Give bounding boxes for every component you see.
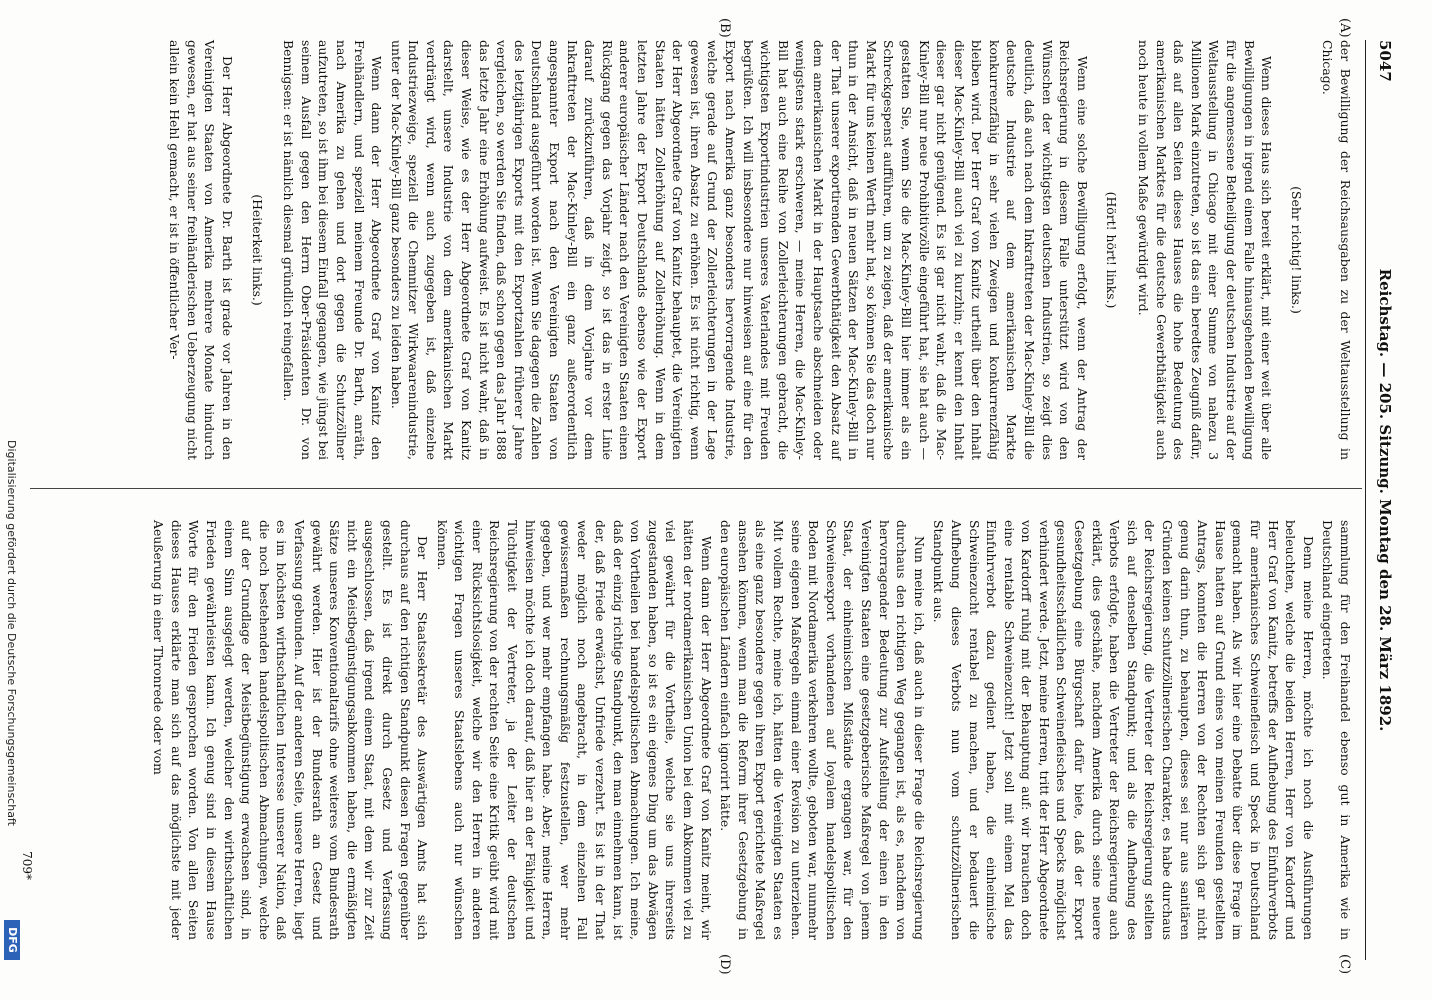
- right-paragraph-5: Der Herr Staatssekretär des Auswärtigen Amts hat sich durchaus auf den richtigen Standpunkt diesen Fragen gegenüber gestellt. Es ist direkt durch Gesetz und Verfassung ausgeschlossen, daß irgend einem Staat, mit dem wir zur Zeit nicht ein Meistbegünstigungsabkommen haben, die ermäßigten Sätze unseres Konventionaltarifs ohne weiteres vom Bundesrath gewährt werden. Hier ist der Bundesrath an Gesetz und Verfassung gebunden. Auf der anderen Seite, unsere Herren, liegt es im höchsten wirthschaftlichen Interesse unserer Nation, daß die noch bestehenden handelspolitischen Abmachungen, welche auf der Grundlage der Meistbegünstigung erwachsen sind, in einem Sinn ausgelegt werden, welcher den wirthschaftlichen Frieden gewährleisten kann. Ich genug sind in diesem Hause Worte für den Frieden gesprochen worden. Von allen Seiten dieses Hauses erklärte man sich auf das möglichste mit jeder Aeußerung in einer Thronrede oder vom: [151, 520, 431, 940]
- page-number: 5047: [1376, 40, 1394, 82]
- left-paragraph-4: Wenn dann der Herr Abgeordnete Graf von Kanitz den Freihändlern, und speziell meinem Freunde Dr. Barth, anräth, nach Amerika zu gehen und dort gegen die Schutzzöllner aufzutreten, so ist ihm bei diesem Einfall gegangen, wie jüngst bei seinem Ausfall gegen den Herrn Ober-Präsidenten Dr. von Bennigsen: er ist nämlich diesmal gründlich reingefallen.: [281, 40, 385, 460]
- right-paragraph-1: sammlung für den Freihandel ebenso gut in Amerika wie in Deutschland eingetreten.: [1320, 520, 1353, 940]
- left-remark-2: (Hört! hört! links.): [1104, 191, 1120, 309]
- right-paragraph-3: Nun meine ich, daß auch in dieser Frage die Reichsregierung durchaus den richtigen Weg gegangen ist, als es, nachdem von hervorragender Bedeutung zur Aufstellung der einen in den Vereinigten Staaten eine gesetzgeberische Maßregel von jenem Staat, der einheimischen Mißstände ergangen war, für den Schweineexport vorhandenen auf loyalem handelspolitischen Boden mit Nordamerika verkehren wollte, geboten war, nunmehr seine eigenen Maßregeln einmal einer Revision zu unterziehen. Mit vollem Rechte, meine ich, hätten die Vereinigten Staaten es als eine ganz besondere gegen ihren Export gerichtete Maßregel ansehen können, wenn man die Reform ihrer Gesetzgebung in den europäischen Ländern einfach ignorirt hätte.: [718, 520, 927, 940]
- right-paragraph-2: Denn meine Herren, möchte ich noch die Ausführungen beleuchten, welche die beiden Herren, Herr von Kardorff und Herr Graf von Kanitz, betreffs der Aufhebung des Einfuhrverbots für amerikanisches Schweinefleisch und Speck in Deutschland gemacht haben. Als wir hier eine Debatte über diese Frage im Hause hatten auf Grund eines von meinen Freunden gestellten Antrags, konnten die Herren von der Rechten sich gar nicht genug darin thun, zu behaupten, dieses sei nur aus sanitären Gründen keinen schutzzöllnerischen Charakter, es habe durchaus der Reichsregierung, die Vertreter der Reichsregierung stellten sich auf denselben Standpunkt; und als die Aufhebung des Verbots erfolgte, haben die Vertreter der Reichsregierung auch erklärt, dies geschähe, nachdem Amerika durch seine neuere Gesetzgebung eine Bürgschaft dafür biete, daß der Export gesundheitsschädlichen Schweinefleisches und Specks möglichst verhindert werde. Jetzt, meine Herren, tritt der Herr Abgeordnete von Kardorff ruhig mit der Behauptung auf: wir brauchen doch eine rentable Schweinezucht! Jetzt soll mit einem Mal das Einfuhrverbot dazu gedient haben, die einheimische Schweinezucht rentabel zu machen, und er bedauert die Aufhebung dieses Verbots nun vom schutzzöllnerischen Standpunkt aus.: [931, 520, 1316, 940]
- left-remark-3: (Heiterkeit links.): [249, 194, 265, 306]
- left-remark-1: (Sehr richtig! links.): [1288, 186, 1304, 314]
- left-paragraph-3: Wenn eine solche Bewilligung erfolgt, wenn der Antrag der Reichsregierung in diesem Falle unterstützt wird von den Wünschen der wichtigsten deutschen Industrien, so zeigt dies deutlich, daß auch nach dem Inkrafttreten der Mac-Kinley-Bill die deutsche Industrie auf dem amerikanischen Markte konkurrenzfähig in sehr vielen Zweigen und konkurrenzfähig bleiben wird. Der Herr Graf von Kanitz urtheilt über den Inhalt dieser Mac-Kinley-Bill auch viel zu kurzhin; er kennt den Inhalt dieser gar nicht genügend. Es ist gar nicht wahr, daß die Mac-Kinley-Bill nur neue Prohibitivzölle eingeführt hat, sie hat auch — gestatten Sie, wenn Sie die Mac-Kinley-Bill hier immer als ein Schreckgespenst aufführen, um zu zeigen, daß der amerikanische Markt für uns keinen Werth mehr hat, so können Sie das doch nur thun in der Ansicht, daß in neuen Sätzen der Mac-Kinley-Bill in der That unserer exportirenden Gewerbthätigkeit den Absatz auf dem amerikanischen Markt in der Hauptsache abschneiden oder wenigstens stark erschweren, — meine Herren, die Mac-Kinley-Bill hat auch eine Reihe von Zollerleichterungen gebracht, die wichtigsten Exportindustrien unseres Vaterlandes mit Freuden begrüßten. Ich will insbesondere nur hinweisen auf eine für den Export nach Amerika ganz besonders hervorragende Industrie, welche gerade auf Grund der Zollerleichterungen in der Lage gewesen ist, ihren Absatz zu erhöhen. Es ist nicht richtig, wenn der Herr Abgeordnete Graf von Kanitz behauptet, die Vereinigten Staaten hätten Zollerhöhung auf Zollerhöhung. Wenn in dem letzten Jahre der Export Deutschlands ebenso wie der Export anderer europäischer Länder nach den Vereinigten Staaten einen Rückgang gegen das Vorjahr zeigt, so ist das in erster Linie darauf zurückzuführen, daß in dem Vorjahre vor dem Inkrafttreten der Mac-Kinley-Bill ein ganz außerordentlich angespannter Export nach den Vereinigten Staaten von Deutschland ausgeführt worden ist. Wenn Sie dagegen die Zahlen des letztjährigen Exports mit den Exportzahlen früherer Jahre vergleichen, so werden Sie finden, daß schon gegen das Jahr 1888 das letzte Jahr eine Erhöhung aufweist. Es ist nicht wahr, daß in dieser Weise, wie es der Herr Abgeordnete Graf von Kanitz darstellt, unsere Industrie von dem amerikanischen Markt verdrängt wird, wenn auch zugegeben ist, daß einzelne Industriezweige, speziell die Chemnitzer Wirkwaarenindustrie, unter der Mac-Kinley-Bill ganz besonders zu leiden haben.: [388, 40, 1090, 460]
- digitization-note: [2, 0, 20, 1000]
- page-title: Reichstag. — 205. Sitzung. Montag den 28. März 1892.: [1376, 268, 1394, 732]
- dfg-logo: DFG: [4, 920, 20, 960]
- left-paragraph-5: Der Herr Abgeordnete Dr. Barth ist grade vor Jahren in den Vereinigten Staaten von Amerika mehrere Monate hindurch gewesen, er hat aus seiner freihändlerischen Ueberzeugung nicht allein kein Hehl gemacht, er ist in öffentlicher Ver-: [167, 40, 235, 460]
- left-paragraph-1: der Bewilligung der Reichsausgaben zu der Weltausstellung in Chicago.: [1320, 40, 1353, 460]
- margin-mark-c: (C): [1337, 954, 1352, 975]
- page-header: [1370, 40, 1400, 960]
- margin-mark-a: (A): [1337, 18, 1352, 38]
- right-paragraph-4: Wenn dann der Herr Abgeordnete Graf von Kanitz meint, wir hätten der nordamerikanischen Union bei dem Abkommen viel zu viel gewährt für die Vortheile, welche sie uns ihrerseits zugestanden haben, so ist es ein eigenes Ding um das Abwägen von Vortheilen bei handelspolitischen Abmachungen. Ich meine, daß der einzig richtige Standpunkt, den man einnehmen kann, ist der, daß Friede erwächst, Unfriede verzehrt. Es ist in der That weder möglich noch angebracht, in dem einzelnen Fall gewissermaßen rechnungsmäßig festzustellen, wer mehr gegeben, und wer mehr empfangen habe. Aber, meine Herren, hinweisen möchte ich doch darauf, daß hier an der Fähigkeit und Tüchtigkeit der Vertreter, ja der Leiter der deutschen Reichsregierung von der rechten Seite eine Kritik geübt wird mit einer Rücksichtslosigkeit, welche wir den Herren in anderen wichtigen Fragen unseres Staatslebens auch nur wünschen können.: [434, 520, 714, 940]
- right-column: [148, 520, 1354, 940]
- page-signature: 709*: [20, 851, 34, 880]
- header-rule: [1365, 40, 1366, 960]
- digitization-text: Digitalisierung gefördert durch die Deutsche Forschungsgemeinschaft: [5, 440, 18, 826]
- left-paragraph-2: Wenn dieses Haus sich bereit erklärt, mit einer weit über alle Bewilligungen in irgend einem Falle hinausgehenden Bewilligung für die angemessene Betheiligung der deutschen Industrie auf der Weltausstellung in Chicago mit einer Summe von nahezu 3 Millionen Mark einzutreten, so ist das ein beredtes Zeugniß dafür, daß auf allen Seiten dieses Hauses die hohe Bedeutung des amerikanischen Marktes für die deutsche Gewerbthätigkeit auch noch heute in vollem Maße gewürdigt wird.: [1136, 40, 1275, 460]
- column-divider: [30, 488, 1362, 489]
- margin-mark-d: (D): [717, 954, 732, 975]
- left-column: [164, 40, 1354, 460]
- margin-mark-b: (B): [717, 18, 732, 38]
